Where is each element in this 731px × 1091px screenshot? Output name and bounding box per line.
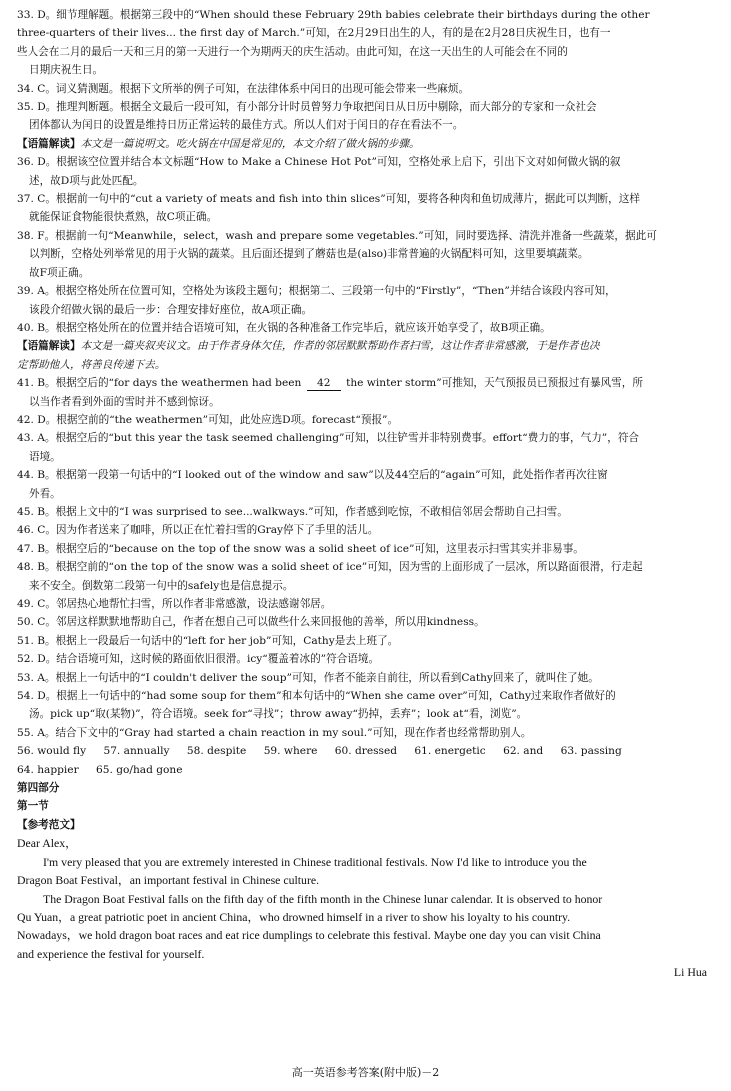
answer-line: 37. C。根据前一句中的“cut a variety of meats and fish into thin slices”可知，要将各种肉和鱼切成薄片，据此可以判断，这样 [17, 193, 640, 206]
answer-line: 些人会在二月的最后一天和三月的第一天进行一个为期两天的庆生活动。由此可知，在这一天出生的人可能会在不同的 [17, 45, 568, 58]
page-footer: 高一英语参考答案(附中版)－2 [291, 1066, 440, 1079]
letter-paragraph-line: and experience the festival for yourself. [17, 946, 205, 961]
answer-line: 54. D。根据上一句话中的“had some soup for them”和本句话中的“When she came over”可知，Cathy过来取作者做好的 [17, 690, 616, 703]
answer-line: 50. C。邻居这样默默地帮助自己，作者在想自己可以做些什么来回报他的善举，所以用kindness。 [17, 616, 485, 629]
answer-item-47 [17, 540, 719, 558]
answer-line: 42. D。根据空前的“the weathermen”可知，此处应选D项。forecast“预报”。 [17, 413, 399, 426]
answer-item-45 [17, 503, 719, 521]
fill-answers-row [17, 742, 719, 760]
answer-line: 来不安全。倒数第二段第一句中的safely也是信息提示。 [29, 579, 294, 592]
letter-paragraph-line: I'm very pleased that you are extremely interested in Chinese traditional festivals. Now I'd like to introduce you the [43, 854, 587, 869]
fill-answer: 59. where [263, 745, 318, 758]
answer-line: 34. C。词义猜测题。根据下文所举的例子可知，在法律体系中闰日的出现可能会带来一些麻烦。 [17, 82, 470, 95]
answer-page [17, 6, 719, 982]
answer-line: 33. D。细节理解题。根据第三段中的“When should these February 29th babies celebrate their birthdays during the other [17, 9, 650, 21]
answer-line: 以当作者看到外面的雪时并不感到惊讶。 [29, 395, 220, 408]
answer-line: 该段介绍做火锅的最后一步：合理安排好座位，故A项正确。 [29, 303, 313, 316]
answer-item-38 [17, 227, 719, 282]
fill-answer: 58. despite [186, 745, 247, 758]
blank-number: 42 [307, 376, 341, 391]
answer-item-37 [17, 190, 719, 227]
answer-item-39 [17, 282, 719, 319]
answer-item-44 [17, 466, 719, 503]
answer-line: three-quarters of their lives... the first day of March.”可知，在2月29日出生的人，有的是在2月28日庆祝生日，也有一 [17, 27, 611, 40]
fill-answer: 57. annually [103, 745, 170, 758]
letter-paragraph-line: The Dragon Boat Festival falls on the fifth day of the fifth month in the Chinese lunar calendar. It is observed to honor [43, 891, 603, 906]
answer-item-40 [17, 319, 719, 337]
answer-line: 48. B。根据空前的“on the top of the snow was a solid sheet of ice”可知，因为雪的上面形成了一层冰，所以路面很滑，行走起 [17, 561, 643, 574]
answer-item-34 [17, 80, 719, 98]
answer-item-36 [17, 153, 719, 190]
answer-item-53 [17, 669, 719, 687]
answer-item-52 [17, 650, 719, 668]
analysis-tag: 【语篇解读】 [17, 340, 81, 353]
passage-analysis [17, 135, 719, 153]
answer-line: 53. A。根据上一句话中的“I couldn't deliver the soup”可知，作者不能亲自前往，所以看到Cathy回来了，就叫住了她。 [17, 671, 599, 684]
answer-line: 39. A。根据空格处所在位置可知，空格处为该段主题句；根据第二、三段第一句中的“Firstly”，“Then”并结合该段内容可知， [17, 285, 616, 298]
answer-line: 49. C。邻居热心地帮忙扫雪，所以作者非常感激，设法感谢邻居。 [17, 598, 332, 610]
fill-answers-row [17, 761, 719, 779]
section-title: 第四部分 [17, 782, 60, 795]
answer-line: 日期庆祝生日。 [29, 64, 104, 77]
answer-item-43 [17, 429, 719, 466]
answer-item-54 [17, 687, 719, 724]
answer-line: 47. B。根据空后的“because on the top of the snow was a solid sheet of ice”可知，这里表示扫雪其实并非易事。 [17, 542, 584, 555]
model-essay-label: 【参考范文】 [17, 818, 81, 831]
answer-line: 36. D。根据该空位置并结合本文标题“How to Make a Chinese Hot Pot”可知，空格处承上启下，引出下文对如何做火锅的叙 [17, 156, 621, 169]
answer-line: 40. B。根据空格处所在的位置并结合语境可知，在火锅的各种准备工作完毕后，就应该开始享受了，故B项正确。 [17, 321, 551, 334]
fill-answer: 60. dressed [334, 745, 398, 758]
answer-line: 35. D。推理判断题。根据全文最后一段可知，有小部分计时员曾努力争取把闰日从日历中剔除，而大部分的专家和一众社会 [17, 101, 597, 114]
answer-item-46 [17, 521, 719, 539]
model-letter [17, 834, 719, 981]
answer-line: 38. F。根据前一句“Meanwhile，select，wash and prepare some vegetables.”可知，同时要选择、清洗并准备一些蔬菜，据此可 [17, 229, 657, 242]
fill-answer: 62. and [503, 745, 544, 758]
letter-signature: Li Hua [673, 965, 707, 980]
analysis-text: 定帮助他人，将善良传递下去。 [17, 358, 166, 371]
fill-answer: 61. energetic [414, 745, 486, 758]
letter-greeting: Dear Alex， [17, 836, 77, 851]
answer-item-33 [17, 6, 719, 80]
fill-answer: 65. go/had gone [96, 763, 183, 776]
analysis-tag: 【语篇解读】 [17, 137, 81, 150]
answer-line: 就能保证食物能很快煮熟，故C项正确。 [29, 211, 218, 224]
answer-line: 51. B。根据上一段最后一句话中的“left for her job”可知，Cathy是去上班了。 [17, 634, 399, 647]
answer-text: 41. B。根据空后的“for days the weathermen had been [17, 377, 302, 390]
answer-item-55 [17, 724, 719, 742]
answer-item-49 [17, 595, 719, 613]
letter-paragraph-line: Dragon Boat Festival，an important festival in Chinese culture. [17, 873, 320, 888]
answer-line: 46. C。因为作者送来了咖啡，所以正在忙着扫雪的Gray停下了手里的活儿。 [17, 524, 379, 537]
answer-item-35 [17, 98, 719, 135]
answer-item-41 [17, 374, 719, 411]
passage-analysis [17, 337, 719, 374]
answer-item-48 [17, 558, 719, 595]
answer-text: the winter storm”可推知，天气预报员已预报过有暴风雪，所 [346, 377, 643, 390]
answer-line: 44. B。根据第一段第一句话中的“I looked out of the window and saw”以及44空后的“again”可知，此处指作者再次往窗 [17, 469, 608, 482]
fill-answer: 63. passing [560, 745, 622, 758]
answer-item-51 [17, 632, 719, 650]
answer-line: 语境。 [29, 450, 61, 463]
answer-line: 外看。 [29, 487, 61, 500]
fill-answer: 64. happier [17, 763, 79, 776]
fill-answer: 56. would fly [17, 745, 87, 758]
subsection-title: 第一节 [17, 800, 49, 813]
answer-line: 43. A。根据空后的“but this year the task seemed challenging”可知，以往铲雪并非特别费事。effort“费力的事，气力”，符合 [17, 432, 640, 445]
answer-line: 述，故D项与此处匹配。 [29, 174, 144, 187]
analysis-text: 本文是一篇夹叙夹议文。由于作者身体欠佳，作者的邻居默默帮助作者扫雪，这让作者非常感激，于是作者也决 [80, 340, 600, 353]
answer-line: 55. A。结合下文中的“Gray had started a chain reaction in my soul.”可知，现在作者也经常帮助别人。 [17, 726, 532, 739]
answer-item-50 [17, 613, 719, 631]
letter-paragraph-line: Qu Yuan，a great patriotic poet in ancient China，who drowned himself in a river to show his loyalty to his country. [17, 909, 571, 924]
answer-line: 汤。pick up“取(某物)”，符合语境。seek for“寻找”；throw away“扔掉，丢弃”；look at“看，浏览”。 [29, 708, 528, 721]
answer-line: 故F项正确。 [29, 266, 90, 279]
answer-line: 45. B。根据上文中的“I was surprised to see...walkways.”可知，作者感到吃惊，不敢相信邻居会帮助自己扫雪。 [17, 505, 568, 518]
answer-item-42 [17, 411, 719, 429]
letter-paragraph-line: Nowadays，we hold dragon boat races and eat rice dumplings to celebrate this festival. Maybe one day you can visit China [17, 928, 601, 943]
answer-line: 52. D。结合语境可知，这时候的路面依旧很滑。icy“覆盖着冰的”符合语境。 [17, 653, 380, 666]
answer-line: 团体都认为闰日的设置是维持日历正常运转的最佳方式。所以人们对于闰日的存在看法不一。 [29, 119, 464, 132]
answer-line: 以判断，空格处列举常见的用于火锅的蔬菜。且后面还提到了蘑菇也是(also)非常普遍的火锅配料可知，这里要填蔬菜。 [29, 248, 589, 261]
analysis-text: 本文是一篇说明文。吃火锅在中国是常见的，本文介绍了做火锅的步骤。 [80, 137, 420, 150]
